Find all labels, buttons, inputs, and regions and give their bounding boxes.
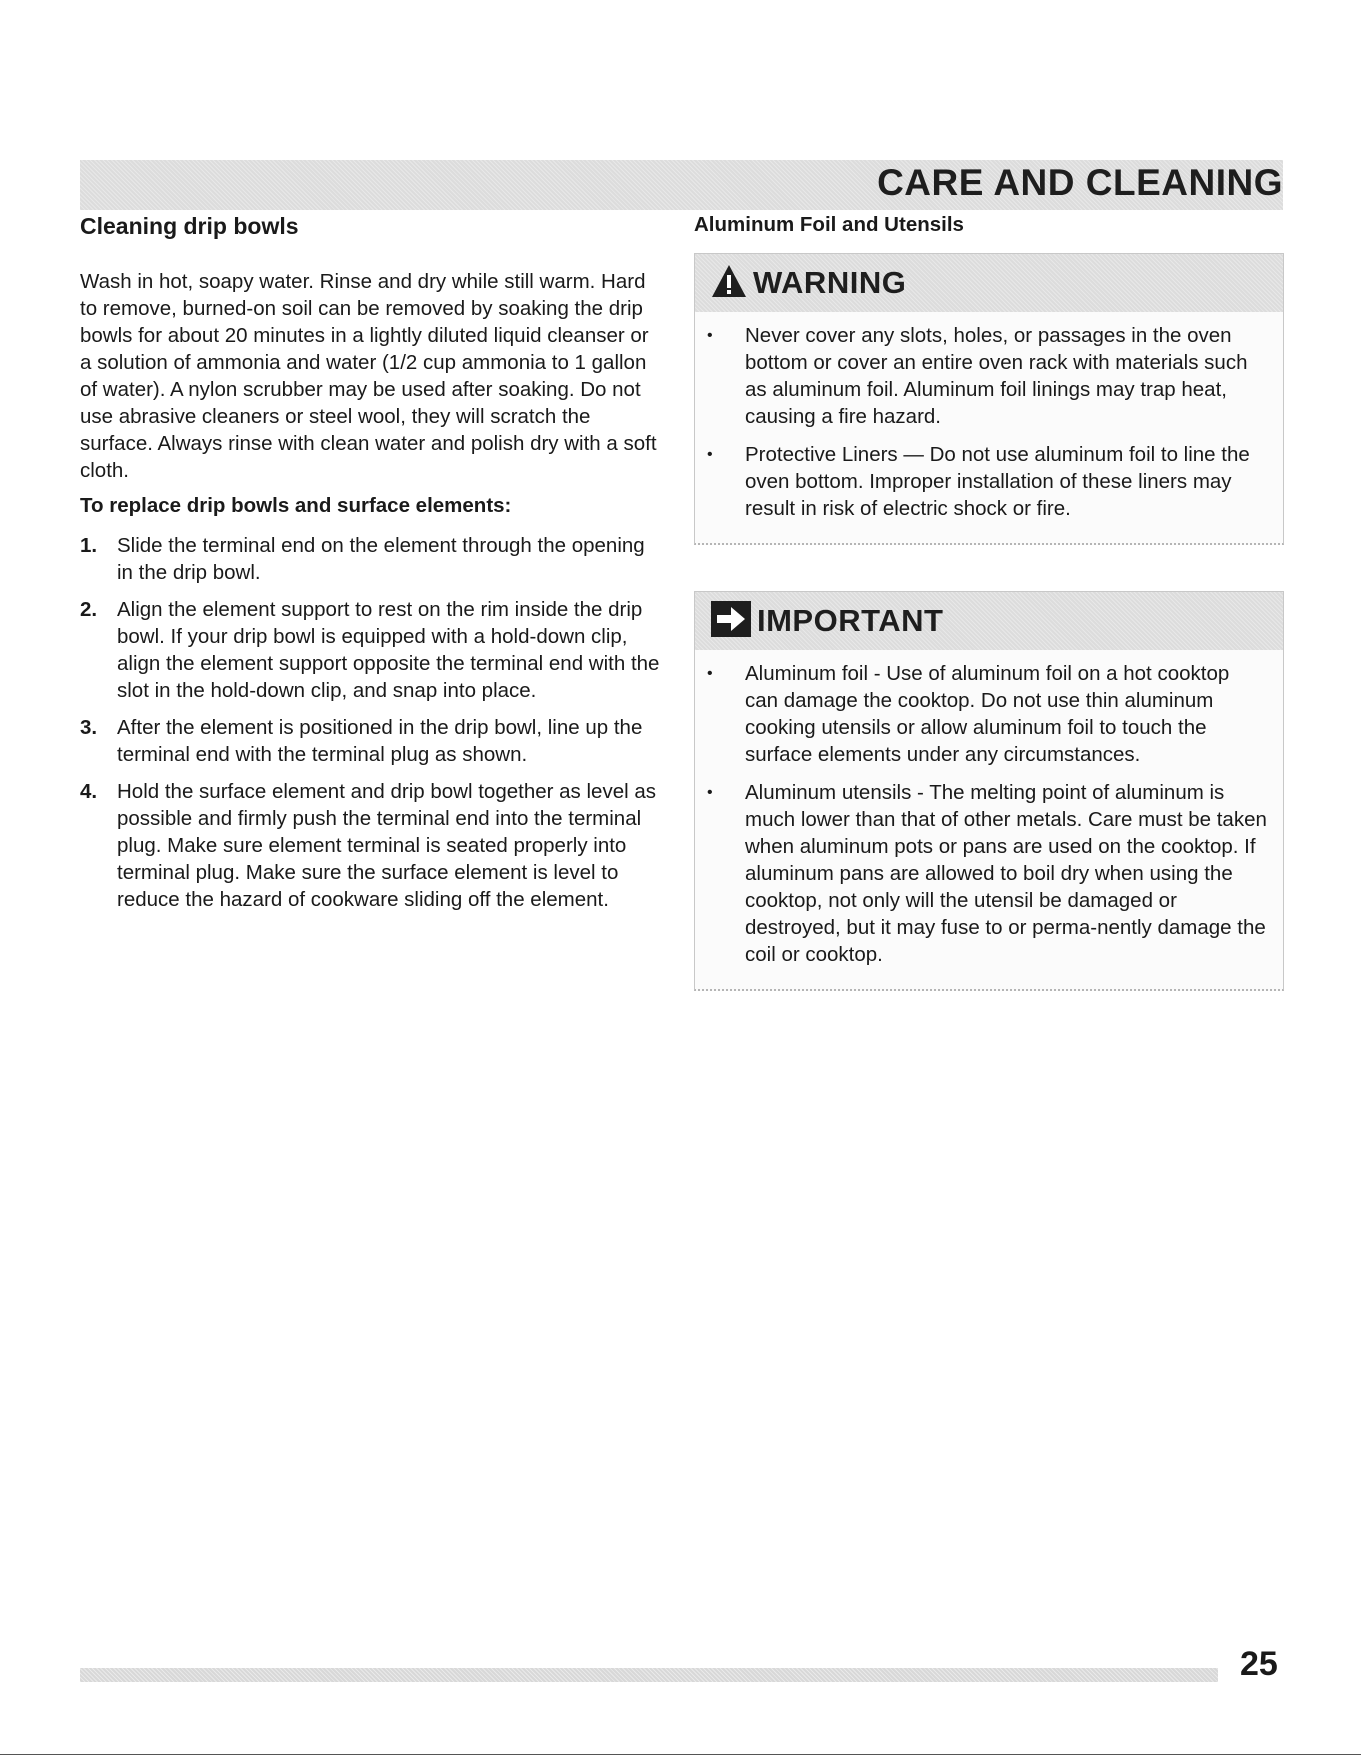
important-header — [695, 592, 1283, 650]
step-number: 1. — [80, 534, 98, 557]
step-text: Slide the terminal end on the element through the opening in the drip bowl. — [117, 534, 645, 584]
left-column — [80, 213, 662, 923]
warning-list — [695, 312, 1283, 543]
warning-header — [695, 254, 1283, 312]
warning-item: • Never cover any slots, holes, or passages in the oven bottom or cover an entire oven rack with materials such as aluminum foil. Aluminum foil linings may trap heat, causing a fire hazard. — [707, 324, 1248, 428]
step-item — [80, 532, 662, 586]
replace-subheading: To replace drip bowls and surface elements: — [80, 494, 512, 517]
step-item — [80, 714, 662, 768]
warning-item-text: Never cover any slots, holes, or passages in the oven bottom or cover an entire oven rack with materials such as aluminum foil. Aluminum foil linings may trap heat, causing a fire hazard. — [745, 324, 1248, 428]
step-text: After the element is positioned in the drip bowl, line up the terminal end with the terminal plug as shown. — [117, 716, 643, 766]
page-header-title: CARE AND CLEANING — [877, 162, 1283, 203]
step-text: Align the element support to rest on the rim inside the drip bowl. If your drip bowl is equipped with a hold-down clip, align the element support opposite the terminal end with the slot in the hold-down clip, and snap into place. — [117, 598, 660, 702]
warning-item: • Protective Liners — Do not use aluminum foil to line the oven bottom. Improper installation of these liners may result in risk of electric shock or fire. — [707, 443, 1250, 520]
step-item — [80, 596, 662, 704]
important-item-text: Aluminum foil - Use of aluminum foil on a hot cooktop can damage the cooktop. Do not use thin aluminum cooking utensils or allow aluminum foil to touch the surface elements under any circumstances. — [745, 662, 1230, 766]
important-item: • Aluminum foil - Use of aluminum foil on a hot cooktop can damage the cooktop. Do not use thin aluminum cooking utensils or allow aluminum foil to touch the surface elements under any circumstances. — [707, 662, 1230, 766]
step-item — [80, 778, 662, 913]
arrow-right-icon — [711, 601, 751, 642]
step-number: 2. — [80, 598, 98, 621]
bottom-rule — [0, 1754, 1361, 1755]
step-number: 4. — [80, 780, 98, 803]
warning-box — [694, 253, 1284, 545]
cleaning-paragraph: Wash in hot, soapy water. Rinse and dry while still warm. Hard to remove, burned-on soil can be removed by soaking the drip bowls for about 20 minutes in a lightly diluted liquid cleanser or a solution of ammonia and water (1/2 cup ammonia to 1 gallon of water). A nylon scrubber may be used after soaking. Do not use abrasive cleaners or steel wool, they will scratch the surface. Always rinse with clean water and polish dry with a soft cloth. — [80, 270, 657, 482]
right-column — [694, 213, 1284, 991]
warning-triangle-icon — [711, 264, 747, 303]
section-title-drip-bowls: Cleaning drip bowls — [80, 213, 299, 239]
important-list — [695, 650, 1283, 989]
important-item-text: Aluminum utensils - The melting point of aluminum is much lower than that of other metals. Care must be taken when aluminum pots or pans are used on the cooktop. If aluminum pans are allowed to boil dry when using the cooktop, not only will the utensil be damaged or destroyed, but it may fuse to or perma-nently damage the coil or cooktop. — [745, 781, 1267, 966]
important-box — [694, 591, 1284, 991]
step-number: 3. — [80, 716, 98, 739]
replace-steps-list — [80, 532, 662, 913]
footer-band — [80, 1668, 1218, 1682]
warning-title: WARNING — [753, 265, 907, 300]
section-title-aluminum: Aluminum Foil and Utensils — [694, 213, 964, 236]
warning-item-text: Protective Liners — Do not use aluminum foil to line the oven bottom. Improper installation of these liners may result in risk of electric shock or fire. — [745, 443, 1250, 520]
page-number: 25 — [1240, 1645, 1278, 1683]
important-title: IMPORTANT — [757, 603, 944, 638]
step-text: Hold the surface element and drip bowl together as level as possible and firmly push the terminal end into the terminal plug. Make sure element terminal is seated properly into terminal plug. Make sure the surface element is level to reduce the hazard of cookware sliding off the element. — [117, 780, 657, 911]
important-item: • Aluminum utensils - The melting point of aluminum is much lower than that of other metals. Care must be taken when aluminum pots or pans are used on the cooktop. If aluminum pans are allowed to boil dry when using the cooktop, not only will the utensil be damaged or destroyed, but it may fuse to or perma-nently damage the coil or cooktop. — [707, 781, 1267, 966]
